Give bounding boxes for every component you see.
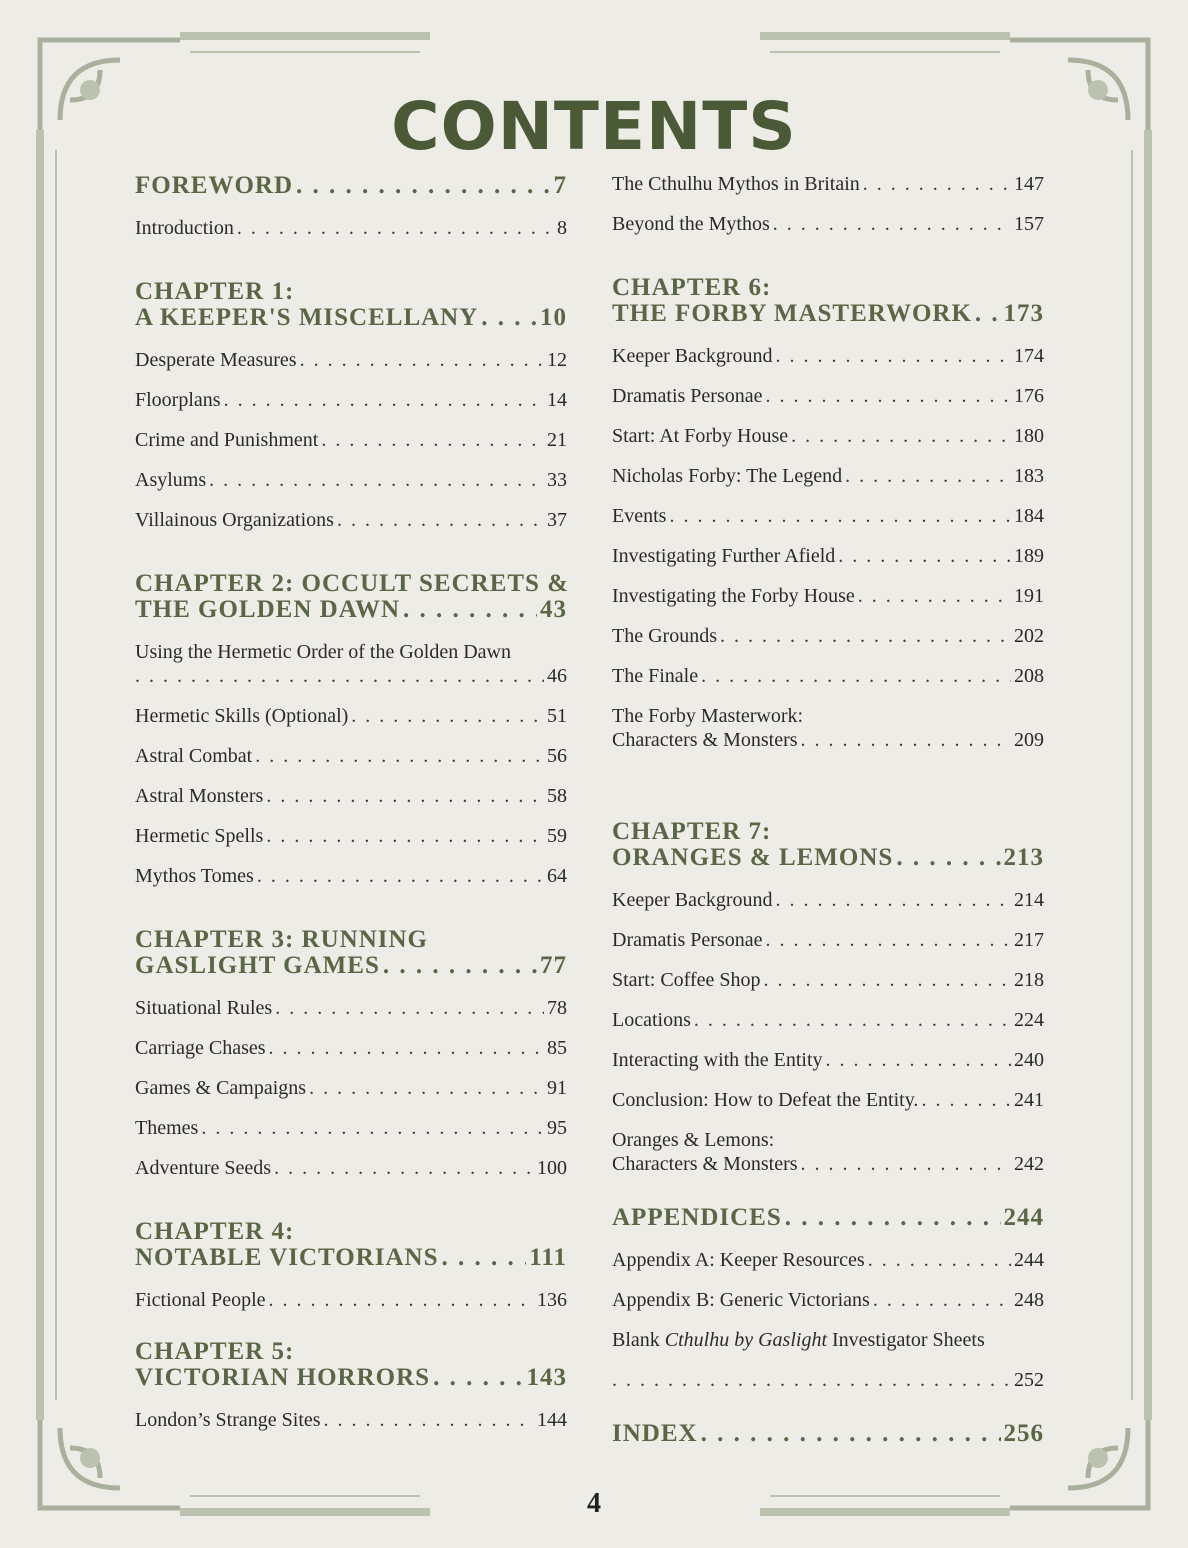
leader-dots	[403, 596, 537, 624]
toc-item[interactable]	[612, 1288, 1044, 1312]
toc-item-title: Asylums	[135, 469, 207, 491]
toc-item[interactable]	[135, 1156, 567, 1180]
toc-item[interactable]	[135, 784, 567, 808]
toc-page-number: 173	[1003, 300, 1044, 327]
toc-page-number: 111	[529, 1244, 567, 1271]
toc-item-title: London’s Strange Sites	[135, 1409, 321, 1431]
leader-dots	[858, 584, 1011, 608]
leader-dots	[209, 468, 544, 492]
toc-item-title: Dramatis Personae	[612, 385, 763, 407]
toc-item-title: Carriage Chases	[135, 1037, 266, 1059]
toc-item-title: The Cthulhu Mythos in Britain	[612, 173, 860, 195]
chapter-7-heading[interactable]	[612, 820, 1044, 872]
toc-page-number: 144	[537, 1409, 567, 1431]
toc-item-title: THE GOLDEN DAWN	[135, 596, 401, 623]
leader-dots	[237, 216, 554, 240]
toc-item[interactable]	[135, 1036, 567, 1060]
toc-text: Cthulhu by Gaslight	[664, 1329, 828, 1351]
toc-page-number: 85	[547, 1037, 567, 1059]
toc-item-title: Adventure Seeds	[135, 1157, 272, 1179]
leader-dots	[257, 864, 544, 888]
toc-item-title: Introduction	[135, 217, 234, 239]
toc-item[interactable]	[135, 996, 567, 1020]
toc-page-number: 8	[557, 217, 567, 239]
toc-item-title: Fictional People	[135, 1289, 266, 1311]
leader-dots	[433, 1364, 523, 1392]
leader-dots	[863, 172, 1011, 196]
toc-item-blank-sheets[interactable]	[612, 1328, 1044, 1392]
leader-dots	[873, 1288, 1011, 1312]
leader-dots	[921, 1088, 1011, 1112]
leader-dots	[845, 464, 1011, 488]
toc-page-number: 157	[1014, 213, 1044, 235]
toc-item-title: Start: At Forby House	[612, 425, 789, 447]
toc-item[interactable]	[135, 1116, 567, 1140]
toc-text: Oranges & Lemons:	[612, 1129, 775, 1151]
toc-item-title: The Finale	[612, 665, 699, 687]
toc-page-number: 218	[1014, 969, 1044, 991]
toc-page-number: 209	[1014, 729, 1044, 751]
leader-dots	[801, 1152, 1011, 1176]
toc-page-number: 241	[1014, 1089, 1044, 1111]
toc-page-number: 91	[547, 1077, 567, 1099]
toc-page-number: 256	[1003, 1420, 1044, 1447]
toc-page-number: 37	[547, 509, 567, 531]
toc-page-number: 191	[1014, 585, 1044, 607]
toc-text: The Forby Masterwork:	[612, 705, 804, 727]
toc-item[interactable]	[612, 1008, 1044, 1032]
toc-item[interactable]	[135, 744, 567, 768]
toc-item[interactable]	[135, 508, 567, 532]
leader-dots	[275, 996, 544, 1020]
toc-item[interactable]	[612, 424, 1044, 448]
leader-dots	[773, 212, 1011, 236]
toc-text: CHAPTER 2: OCCULT SECRETS &	[135, 570, 570, 597]
toc-item-title: APPENDICES	[612, 1204, 782, 1231]
toc-page-number: 12	[547, 349, 567, 371]
toc-item-title: Desperate Measures	[135, 349, 297, 371]
toc-page-number: 214	[1014, 889, 1044, 911]
toc-item-title: GASLIGHT GAMES	[135, 952, 380, 979]
toc-item[interactable]	[135, 704, 567, 728]
toc-item[interactable]	[612, 1248, 1044, 1272]
toc-page-number: 147	[1014, 173, 1044, 195]
leader-dots	[266, 784, 544, 808]
toc-text: Using the Hermetic Order of the Golden Dawn	[135, 641, 511, 663]
toc-page-number: 64	[547, 865, 567, 887]
toc-item[interactable]	[612, 212, 1044, 236]
toc-page-number: 77	[540, 952, 567, 979]
leader-dots	[224, 388, 544, 412]
leader-dots	[201, 1116, 544, 1140]
toc-left-column	[135, 172, 570, 1432]
toc-page-number: 43	[540, 596, 567, 623]
leader-dots	[269, 1036, 544, 1060]
toc-item[interactable]	[135, 468, 567, 492]
leader-dots	[612, 1368, 1011, 1392]
toc-item-title: A KEEPER'S MISCELLANY	[135, 304, 479, 331]
page-number: 4	[587, 1488, 601, 1519]
toc-page-number: 100	[537, 1157, 567, 1179]
toc-page-number: 244	[1014, 1249, 1044, 1271]
leader-dots	[720, 624, 1011, 648]
toc-item-title: Hermetic Spells	[135, 825, 264, 847]
chapter-2-heading[interactable]	[135, 570, 570, 624]
toc-page-number: 176	[1014, 385, 1044, 407]
leader-dots	[826, 1048, 1012, 1072]
toc-item-title: THE FORBY MASTERWORK	[612, 300, 972, 327]
toc-item-title: Characters & Monsters	[612, 729, 798, 751]
toc-page-number: 208	[1014, 665, 1044, 687]
toc-page-number: 95	[547, 1117, 567, 1139]
toc-item-title: Keeper Background	[612, 889, 773, 911]
toc-page-number: 184	[1014, 505, 1044, 527]
toc-item[interactable]	[612, 928, 1044, 952]
leader-dots	[383, 952, 537, 980]
toc-item-title: Appendix B: Generic Victorians	[612, 1289, 870, 1311]
toc-page-number: 240	[1014, 1049, 1044, 1071]
toc-item[interactable]	[612, 384, 1044, 408]
toc-item[interactable]	[612, 624, 1044, 648]
toc-page-number: 7	[553, 172, 567, 199]
leader-dots	[300, 348, 544, 372]
toc-item[interactable]	[612, 544, 1044, 568]
toc-item[interactable]	[612, 1048, 1044, 1072]
leader-dots	[766, 384, 1011, 408]
leader-dots	[764, 968, 1011, 992]
chapter-4-heading[interactable]	[135, 1220, 567, 1272]
leader-dots	[701, 1420, 1001, 1448]
toc-page-number: 46	[547, 665, 567, 687]
toc-item-title: Events	[612, 505, 667, 527]
leader-dots	[791, 424, 1011, 448]
toc-item[interactable]	[612, 1088, 1044, 1112]
leader-dots	[296, 172, 551, 200]
toc-item[interactable]	[135, 1408, 567, 1432]
leader-dots	[776, 344, 1012, 368]
leader-dots	[269, 1288, 534, 1312]
toc-item[interactable]	[612, 504, 1044, 528]
chapter-1-heading[interactable]	[135, 280, 567, 332]
toc-item-title: INDEX	[612, 1420, 698, 1447]
toc-item-title: Appendix A: Keeper Resources	[612, 1249, 865, 1271]
leader-dots	[274, 1156, 534, 1180]
toc-item-title: Interacting with the Entity	[612, 1049, 823, 1071]
leader-dots	[838, 544, 1011, 568]
toc-item[interactable]	[612, 172, 1044, 196]
toc-page-number: 51	[547, 705, 567, 727]
toc-item-title: Beyond the Mythos	[612, 213, 770, 235]
chapter-6-heading[interactable]	[612, 276, 1044, 328]
toc-item-title: Conclusion: How to Defeat the Entity.	[612, 1089, 919, 1111]
toc-page-number: 143	[526, 1364, 567, 1391]
toc-page-number: 189	[1014, 545, 1044, 567]
toc-item[interactable]	[135, 1076, 567, 1100]
toc-item[interactable]	[135, 348, 567, 372]
toc-item-title: ORANGES & LEMONS	[612, 844, 894, 871]
toc-item-forby-characters[interactable]	[612, 704, 1044, 752]
leader-dots	[694, 1008, 1011, 1032]
toc-page-number: 33	[547, 469, 567, 491]
toc-item-title: VICTORIAN HORRORS	[135, 1364, 431, 1391]
toc-item-title: Nicholas Forby: The Legend	[612, 465, 843, 487]
toc-item-title: Mythos Tomes	[135, 865, 254, 887]
toc-item-title: FOREWORD	[135, 172, 293, 199]
leader-dots	[309, 1076, 544, 1100]
toc-item[interactable]	[135, 428, 567, 452]
toc-item-title: Characters & Monsters	[612, 1153, 798, 1175]
toc-right-column	[612, 172, 1044, 1448]
toc-page-number: 244	[1003, 1204, 1044, 1231]
toc-page-number: 217	[1014, 929, 1044, 951]
toc-text: CHAPTER 6:	[612, 274, 772, 301]
toc-item-golden-dawn[interactable]	[135, 640, 567, 688]
leader-dots	[766, 928, 1011, 952]
toc-page-number: 242	[1014, 1153, 1044, 1175]
chapter-5-heading[interactable]	[135, 1340, 567, 1392]
toc-item-title: Floorplans	[135, 389, 221, 411]
leader-dots	[337, 508, 544, 532]
toc-page-number: 174	[1014, 345, 1044, 367]
toc-item[interactable]	[612, 888, 1044, 912]
toc-item-title: Astral Monsters	[135, 785, 264, 807]
toc-item-title: Hermetic Skills (Optional)	[135, 705, 349, 727]
toc-text: CHAPTER 4:	[135, 1218, 295, 1245]
toc-page-number: 248	[1014, 1289, 1044, 1311]
toc-item-title: Themes	[135, 1117, 199, 1139]
toc-item[interactable]	[135, 388, 567, 412]
leader-dots	[669, 504, 1011, 528]
toc-introduction[interactable]	[135, 216, 567, 240]
leader-dots	[351, 704, 544, 728]
toc-text: Investigator Sheets	[827, 1329, 985, 1351]
toc-item-oranges-characters[interactable]	[612, 1128, 1044, 1176]
toc-item-title: Games & Campaigns	[135, 1077, 307, 1099]
toc-item-title: Dramatis Personae	[612, 929, 763, 951]
leader-dots	[135, 664, 544, 688]
toc-page-number: 136	[537, 1289, 567, 1311]
toc-item-title: Astral Combat	[135, 745, 253, 767]
toc-item-title: The Grounds	[612, 625, 717, 647]
toc-item[interactable]	[612, 968, 1044, 992]
leader-dots	[701, 664, 1011, 688]
toc-item-title: Locations	[612, 1009, 691, 1031]
toc-item-title: Villainous Organizations	[135, 509, 334, 531]
toc-item-title: Keeper Background	[612, 345, 773, 367]
leader-dots	[868, 1248, 1011, 1272]
leader-dots	[255, 744, 544, 768]
toc-item-title: Investigating the Forby House	[612, 585, 855, 607]
toc-page-number: 183	[1014, 465, 1044, 487]
leader-dots	[896, 844, 1000, 872]
leader-dots	[321, 428, 544, 452]
toc-item-title: Start: Coffee Shop	[612, 969, 761, 991]
toc-item[interactable]	[612, 344, 1044, 368]
toc-page-number: 213	[1003, 844, 1044, 871]
leader-dots	[776, 888, 1012, 912]
toc-text: Blank	[612, 1329, 665, 1351]
toc-page-number: 202	[1014, 625, 1044, 647]
toc-page-number: 78	[547, 997, 567, 1019]
toc-item-title: Situational Rules	[135, 997, 273, 1019]
toc-page-number: 14	[547, 389, 567, 411]
toc-page-number: 21	[547, 429, 567, 451]
toc-foreword[interactable]	[135, 172, 567, 200]
toc-index[interactable]	[612, 1420, 1044, 1448]
toc-item[interactable]	[135, 824, 567, 848]
leader-dots	[266, 824, 544, 848]
toc-page-number: 59	[547, 825, 567, 847]
leader-dots	[801, 728, 1011, 752]
chapter-3-heading[interactable]	[135, 928, 567, 980]
leader-dots	[975, 300, 1001, 328]
toc-page-number: 56	[547, 745, 567, 767]
toc-item[interactable]	[612, 464, 1044, 488]
page-title: CONTENTS	[391, 88, 797, 165]
toc-text: CHAPTER 5:	[135, 1338, 295, 1365]
toc-page-number: 10	[540, 304, 567, 331]
toc-page-number: 224	[1014, 1009, 1044, 1031]
toc-item-title: Crime and Punishment	[135, 429, 319, 451]
toc-text: CHAPTER 1:	[135, 278, 295, 305]
toc-item-title: Investigating Further Afield	[612, 545, 836, 567]
toc-item[interactable]	[612, 584, 1044, 608]
toc-item-title: NOTABLE VICTORIANS	[135, 1244, 439, 1271]
leader-dots	[785, 1204, 1001, 1232]
leader-dots	[324, 1408, 534, 1432]
toc-page-number: 252	[1014, 1369, 1044, 1391]
toc-appendices[interactable]	[612, 1204, 1044, 1232]
toc-item[interactable]	[612, 664, 1044, 688]
toc-item[interactable]	[135, 864, 567, 888]
toc-page-number: 58	[547, 785, 567, 807]
toc-text: CHAPTER 3: RUNNING	[135, 926, 428, 953]
toc-item[interactable]	[135, 1288, 567, 1312]
toc-page-number: 180	[1014, 425, 1044, 447]
toc-text: CHAPTER 7:	[612, 818, 772, 845]
leader-dots	[442, 1244, 527, 1272]
leader-dots	[481, 304, 537, 332]
